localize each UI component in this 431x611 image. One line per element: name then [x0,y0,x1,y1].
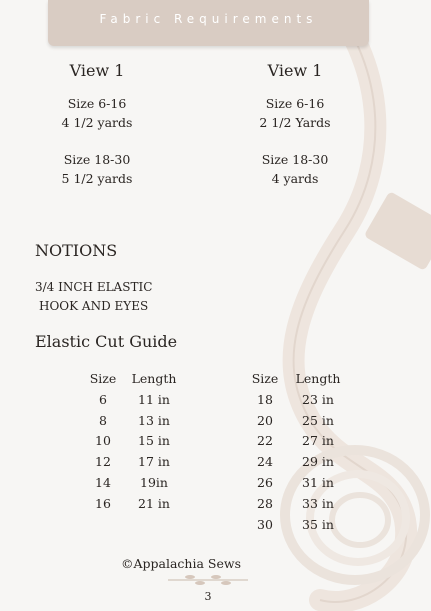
brand-name: Appalachia Sews [133,556,241,571]
size-cell: 18 [257,391,273,407]
brand-signature [121,556,241,571]
size-cell: 16 [95,495,111,511]
length-cell: 17 in [138,454,170,470]
leaf-sprig-icon [160,573,256,587]
notion-item: HOOK AND EYES [39,299,149,313]
yardage-right-2: 4 yards [271,171,319,186]
length-cell: 33 in [302,495,334,511]
length-header: Length [295,371,341,386]
notions-heading: NOTIONS [35,241,118,260]
size-cell: 24 [257,454,273,470]
elastic-size-column-left [86,369,120,515]
page-title: Fabric Requirements [99,12,318,26]
size-range-left-2: Size 18-30 [63,152,131,167]
elastic-guide-heading: Elastic Cut Guide [35,332,178,351]
length-cell: 21 in [138,495,170,511]
elastic-length-column-left [126,369,182,515]
notion-item: 3/4 INCH ELASTIC [35,280,153,294]
view-title-left: View 1 [69,61,125,80]
size-cell: 6 [99,391,107,407]
yardage-right-1: 2 1/2 Yards [259,115,331,130]
size-cell: 22 [257,433,273,449]
length-cell: 25 in [302,412,334,428]
size-range-right-2: Size 18-30 [261,152,329,167]
page-number: 3 [204,590,212,603]
size-cell: 14 [95,474,111,490]
size-cell: 12 [95,454,111,470]
length-cell: 35 in [302,516,334,532]
length-header: Length [131,371,177,386]
elastic-size-column-right [248,369,282,535]
size-cell: 26 [257,474,273,490]
size-cell: 28 [257,495,273,511]
size-header: Size [251,371,279,386]
length-cell: 15 in [138,433,170,449]
view-title-right: View 1 [267,61,323,80]
header-bar [48,0,369,46]
yardage-left-2: 5 1/2 yards [61,171,133,186]
size-cell: 10 [95,433,111,449]
yardage-left-1: 4 1/2 yards [61,115,133,130]
length-cell: 13 in [138,412,170,428]
length-cell: 31 in [302,474,334,490]
length-cell: 19in [140,474,168,490]
copyright-icon: © [121,556,134,571]
size-cell: 30 [257,516,273,532]
size-range-left-1: Size 6-16 [67,96,127,111]
elastic-length-column-right [290,369,346,535]
length-cell: 27 in [302,433,334,449]
size-range-right-1: Size 6-16 [265,96,325,111]
size-cell: 8 [99,412,107,428]
length-cell: 11 in [138,391,170,407]
size-cell: 20 [257,412,273,428]
size-header: Size [89,371,117,386]
length-cell: 29 in [302,454,334,470]
length-cell: 23 in [302,391,334,407]
